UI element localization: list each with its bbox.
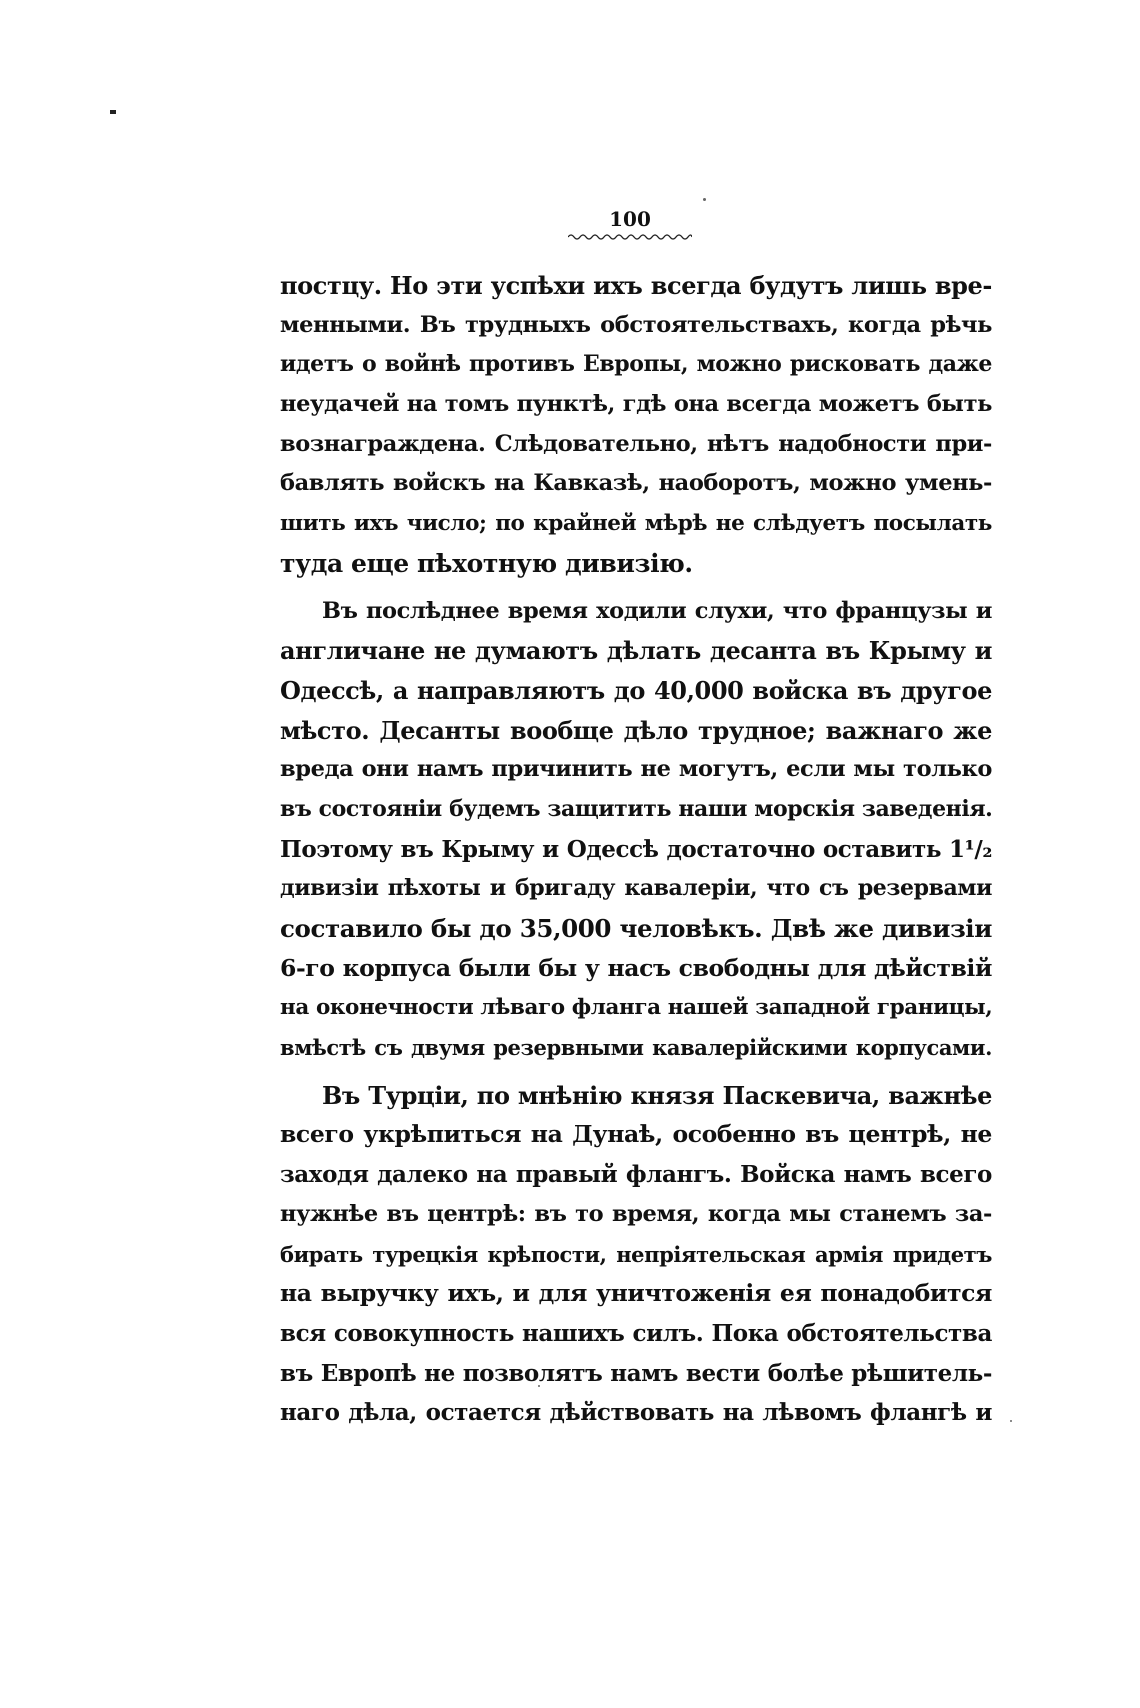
text-line: на выручку ихъ, и для уничтоженія ея понадобится bbox=[280, 1279, 992, 1308]
text-line: Въ Турціи, по мнѣнію князя Паскевича, важнѣе bbox=[322, 1080, 992, 1110]
body-text bbox=[280, 266, 992, 1441]
text-line: 6-го корпуса были бы у насъ свободны для дѣйствій bbox=[280, 953, 992, 982]
page-number: 100 bbox=[609, 207, 651, 231]
text-line: туда еще пѣхотную дивизію. bbox=[280, 548, 693, 578]
text-line: мѣсто. Десанты вообще дѣло трудное; важнаго же bbox=[280, 715, 992, 745]
text-line: Одессѣ, а направляютъ до 40,000 войска въ другое bbox=[280, 675, 992, 705]
page-header bbox=[560, 207, 700, 241]
text-line: на оконечности лѣваго фланга нашей западной границы, bbox=[280, 995, 993, 1021]
text-line: шить ихъ число; по крайней мѣрѣ не слѣдуетъ посылать bbox=[280, 511, 992, 537]
text-line: всего укрѣпиться на Дунаѣ, особенно въ центрѣ, не bbox=[280, 1120, 992, 1149]
text-line: дивизіи пѣхоты и бригаду кавалеріи, что съ резервами bbox=[280, 875, 992, 902]
text-line: составило бы до 35,000 человѣкъ. Двѣ же дивизіи bbox=[280, 914, 992, 943]
stray-ink-mark bbox=[110, 110, 116, 114]
wavy-rule-ornament bbox=[568, 233, 692, 241]
text-line: идетъ о войнѣ противъ Европы, можно рисковать даже bbox=[280, 351, 992, 378]
text-line: англичане не думаютъ дѣлать десанта въ Крыму и bbox=[280, 636, 992, 666]
text-line: неудачей на томъ пунктѣ, гдѣ она всегда можетъ быть bbox=[280, 391, 992, 418]
text-line: бавлять войскъ на Кавказѣ, наоборотъ, можно умень- bbox=[280, 470, 992, 497]
text-line: заходя далеко на правый флангъ. Войска намъ всего bbox=[280, 1161, 992, 1189]
text-line: постцу. Но эти успѣхи ихъ всегда будутъ лишь вре- bbox=[280, 271, 992, 300]
text-line: вознаграждена. Слѣдовательно, нѣтъ надобности при- bbox=[280, 430, 992, 457]
text-line: бирать турецкія крѣпости, непріятельская армія придетъ bbox=[280, 1241, 992, 1267]
text-line: Поэтому въ Крыму и Одессѣ достаточно оставить 1¹/₂ bbox=[280, 835, 992, 863]
text-line: въ Европѣ не позволятъ намъ вести болѣе рѣшитель- bbox=[280, 1359, 992, 1387]
paper-speck bbox=[1010, 1420, 1012, 1422]
paper-speck bbox=[703, 198, 706, 201]
text-line: менными. Въ трудныхъ обстоятельствахъ, когда рѣчь bbox=[280, 311, 992, 338]
text-line: вмѣстѣ съ двумя резервными кавалерійскими корпусами. bbox=[280, 1035, 992, 1061]
text-line: вреда они намъ причинить не могутъ, если мы только bbox=[280, 756, 992, 783]
text-line: наго дѣла, остается дѣйствовать на лѣвомъ флангѣ и bbox=[280, 1399, 992, 1427]
text-line: нужнѣе въ центрѣ: въ то время, когда мы станемъ за- bbox=[280, 1200, 992, 1227]
text-line: въ состояніи будемъ защитить наши морскія заведенія. bbox=[280, 795, 993, 822]
text-line: Въ послѣднее время ходили слухи, что французы и bbox=[322, 597, 992, 624]
paragraph-3 bbox=[280, 1076, 992, 1433]
paragraph-1 bbox=[280, 266, 992, 584]
paragraph-2 bbox=[280, 592, 992, 1068]
text-line: вся совокупность нашихъ силъ. Пока обстоятельства bbox=[280, 1319, 992, 1347]
